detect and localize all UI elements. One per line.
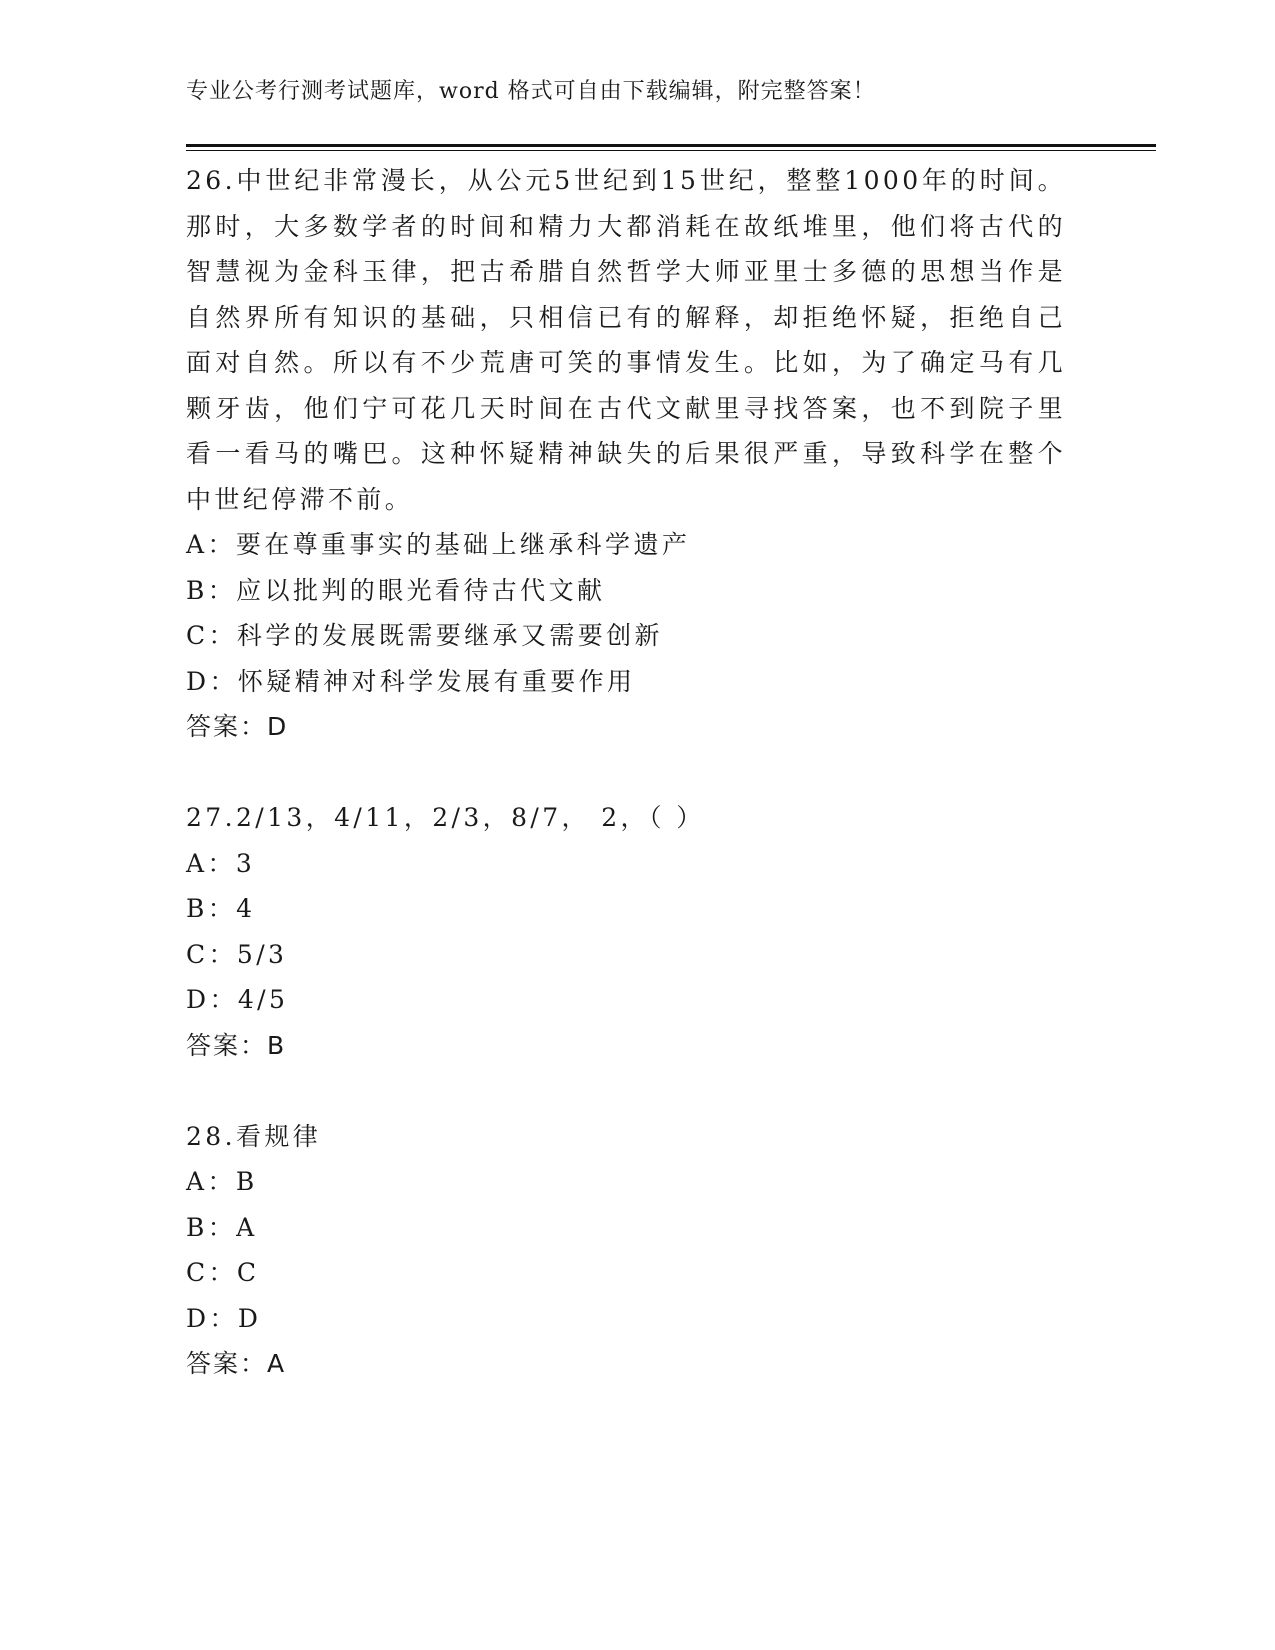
option-a: A：3 bbox=[186, 848, 256, 878]
answer-line: 答案：B bbox=[186, 1030, 287, 1060]
question-list bbox=[186, 158, 1066, 1387]
question-stem: 27.2/13，4/11，2/3，8/7， 2，（ ） bbox=[186, 803, 705, 832]
question-27 bbox=[186, 795, 1066, 1068]
spacer bbox=[186, 750, 1066, 796]
question-stem: 26.中世纪非常漫长，从公元5世纪到15世纪，整整1000年的时间。那时，大多数学者的时间和精力大都消耗在故纸堆里，他们将古代的智慧视为金科玉律，把古希腊自然哲学大师亚里士多德的思想当作是自然界所有知识的基础，只相信已有的解释，却拒绝怀疑，拒绝自己面对自然。所以有不少荒唐可笑的事情发生。比如，为了确定马有几颗牙齿，他们宁可花几天时间在古代文献里寻找答案，也不到院子里看一看马的嘴巴。这种怀疑精神缺失的后果很严重，导致科学在整个中世纪停滞不前。 bbox=[186, 166, 1066, 514]
header-rule-thick bbox=[186, 144, 1156, 147]
question-26 bbox=[186, 158, 1066, 750]
option-a: A：B bbox=[186, 1167, 258, 1196]
option-b: B：A bbox=[186, 1212, 258, 1242]
option-a: A：要在尊重事实的基础上继承科学遗产 bbox=[186, 530, 691, 559]
option-c: C：科学的发展既需要继承又需要创新 bbox=[186, 621, 663, 650]
option-d: D：怀疑精神对科学发展有重要作用 bbox=[186, 666, 636, 696]
question-28 bbox=[186, 1114, 1066, 1387]
option-c: C：C bbox=[186, 1258, 260, 1287]
header-rule-thin bbox=[186, 150, 1156, 151]
page-header: 专业公考行测考试题库，word 格式可自由下载编辑，附完整答案！ bbox=[186, 79, 876, 104]
spacer bbox=[186, 1068, 1066, 1114]
option-c: C：5/3 bbox=[186, 939, 288, 969]
option-b: B：应以批判的眼光看待古代文献 bbox=[186, 575, 606, 605]
option-d: D：4/5 bbox=[186, 985, 289, 1014]
option-b: B：4 bbox=[186, 894, 256, 923]
answer-line: 答案：D bbox=[186, 712, 289, 741]
option-d: D：D bbox=[186, 1303, 262, 1333]
answer-line: 答案：A bbox=[186, 1349, 287, 1378]
question-stem: 28.看规律 bbox=[186, 1121, 322, 1151]
